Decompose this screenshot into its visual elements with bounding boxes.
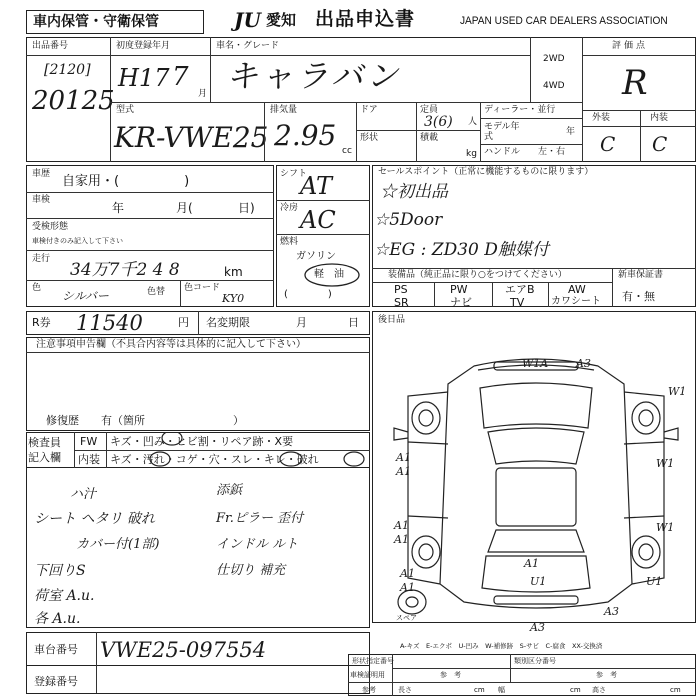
diagram-legend: A-キズ E-エクボ U-凹み W-補修跡 S-サビ C-腐食 XX-交換済 (400, 642, 603, 650)
height-unit: cm (670, 686, 681, 694)
width-unit: cm (570, 686, 581, 694)
note-right-3: インドル ルト (216, 537, 299, 552)
fuel-circle (302, 262, 362, 288)
inspection-label: 車検 (32, 195, 51, 205)
displacement-label: 排気量 (270, 105, 298, 115)
equip-aw: AW (568, 283, 586, 296)
drive-2wd: 2WD (543, 54, 565, 64)
shape-designation-label: 形状指定番号 (352, 657, 394, 665)
mileage-label: 走行 (32, 254, 51, 264)
spare-label: スペア (396, 614, 417, 622)
cert-label: 車検証明用 (350, 671, 385, 679)
note-right-2: Fr.ピラー 歪付 (216, 511, 304, 526)
exterior-value: C (600, 132, 616, 156)
chassis-label: 車台番号 (34, 643, 78, 656)
note-line-6: 各 A.u. (34, 611, 81, 627)
diagram-mark-r3: W1 (656, 521, 675, 534)
note-line-1: ハ汁 (70, 487, 97, 502)
vehicle-use-value: 自家用・( ) (62, 174, 190, 189)
inspector-interior-items: キズ・汚れ・コゲ・穴・スレ・キレ・破れ (110, 453, 319, 466)
acceptance-label: 受検形態 (32, 222, 69, 232)
note-line-5: 荷室 A.u. (34, 588, 95, 604)
diagram-mark-front-1: W1A (522, 357, 549, 370)
fuel-label: 燃料 (280, 237, 299, 247)
inspection-day: 日) (238, 201, 255, 215)
dealer-label: ディーラー・並行 (484, 105, 556, 115)
diagram-mark-l6: A1 (400, 581, 415, 594)
equip-tv: TV (510, 296, 525, 309)
diagram-mark-r1: W1 (668, 385, 687, 398)
color-label: 色 (32, 283, 42, 293)
interior-value: C (652, 132, 668, 156)
inspector-fw: FW (80, 435, 98, 448)
sales-point-3: ☆EG : ZD30 D触媒付 (374, 240, 549, 260)
rating-label: 評価点 (612, 41, 649, 51)
ju-logo: JU (234, 8, 261, 32)
exterior-label: 外装 (592, 113, 611, 123)
note-line-2: シート ヘタリ 破れ (34, 511, 155, 527)
shift-label: シフト (280, 169, 308, 179)
shift-value: AT (300, 172, 333, 200)
chassis-number: VWE25-097554 (100, 638, 267, 662)
storage-label: 車内保管・守衛保管 (33, 14, 159, 30)
aircon-label: 冷房 (280, 203, 299, 213)
ref-label-1: 参 考 (440, 671, 461, 679)
height-label: 高さ (592, 686, 606, 694)
association-name: JAPAN USED CAR DEALERS ASSOCIATION (460, 15, 668, 27)
lot-number-label: 出品番号 (32, 41, 69, 51)
diagram-mark-r4: U1 (646, 575, 663, 588)
equipment-label: 装備品（純正品に限り○をつけてください） (388, 270, 567, 280)
ref-label-2: 参 考 (596, 671, 617, 679)
length-label: 長さ (398, 686, 412, 694)
model-value: KR-VWE25 (114, 121, 269, 154)
note-right-1: 添鋲 (216, 483, 243, 498)
fuel-diesel: 軽 油 (314, 269, 344, 280)
capacity-value: 3(6) (424, 114, 453, 130)
drive-4wd: 4WD (543, 81, 565, 91)
diagram-mark-l4: A1 (394, 533, 409, 546)
later-input-label: 後日品 (378, 315, 406, 325)
color-swatch-label: 色替 (147, 287, 166, 297)
color-value: シルバー (62, 289, 109, 303)
capacity-unit: 人 (468, 117, 478, 127)
equip-sr: SR (394, 296, 409, 309)
diagram-mark-rear-1: A3 (530, 621, 545, 634)
handle-label: ハンドル (484, 147, 521, 157)
mileage-value: 34万7千2 4 8 (70, 260, 180, 280)
diagram-mark-front-2: A3 (576, 357, 591, 370)
diagram-mark-c2: U1 (530, 575, 547, 588)
doors-label: ドア (360, 105, 378, 115)
lot-number: 20125 (32, 86, 115, 116)
diagram-mark-rear-2: A3 (604, 605, 619, 618)
inspector-fw-items: キズ・凹み・ヒビ割・リペア跡・X要 (110, 435, 294, 448)
car-name-label: 車名・グレード (216, 41, 280, 51)
fuel-paren: ( ) (284, 289, 332, 300)
inspection-month: 月( (176, 201, 193, 215)
first-reg-month-unit: 月 (198, 89, 208, 99)
class-label: 類別区分番号 (514, 657, 556, 665)
inspector-label-top: 検査員 (28, 436, 61, 449)
equip-airbag: エアB (505, 283, 535, 296)
car-name-value: キャラバン (226, 57, 402, 95)
repair-history-label: 修復歴 有（箇所 ） (46, 414, 244, 427)
model-label: 型式 (116, 105, 135, 115)
load-unit: kg (466, 149, 477, 159)
diagram-mark-l2: A1 (396, 465, 411, 478)
sales-points-label: セールスポイント（正常に機能するものに限ります） (378, 167, 594, 177)
note-line-4: 下回りS (34, 563, 86, 579)
length-unit: cm (474, 686, 485, 694)
name-change-label: 名変期限 (206, 316, 250, 329)
acceptance-note: 車検付きのみ記入して下さい (32, 237, 123, 245)
interior-label: 内装 (650, 113, 669, 123)
model-year-unit: 年 (566, 127, 576, 137)
equip-ps: PS (394, 283, 408, 296)
vehicle-use-label: 車歴 (32, 169, 51, 179)
displacement-value: 2.95 (274, 119, 337, 152)
capacity-label: 定員 (420, 105, 439, 115)
inspector-interior: 内装 (78, 453, 100, 466)
recycle-fee-unit: 円 (178, 316, 189, 329)
equip-kawa-seat: カワシート (551, 296, 601, 307)
sales-point-2: ☆5Door (374, 210, 443, 230)
inspector-marks (106, 432, 370, 468)
name-change-month: 月 (296, 316, 307, 329)
handle-value: 左・右 (538, 147, 566, 157)
note-line-3: カバー付(1部) (76, 537, 160, 552)
form-title: 出品申込書 (315, 8, 416, 30)
color-code-label: 色コード (184, 283, 221, 293)
diagram-mark-r2: W1 (656, 457, 675, 470)
load-label: 積載 (420, 133, 439, 143)
rating-value: R (622, 63, 648, 103)
storage-box (26, 10, 204, 34)
diagram-mark-l3: A1 (394, 519, 409, 532)
recycle-fee-value: 11540 (76, 311, 143, 335)
equip-navi: ナビ (450, 296, 472, 309)
ref-label-3: 参考 (362, 686, 376, 694)
diagram-mark-l1: A1 (396, 451, 411, 464)
model-year-label: モデル年式 (484, 122, 520, 142)
warranty-value: 有・無 (622, 290, 655, 303)
mileage-unit: km (224, 265, 243, 279)
notes-label: 注意事項申告欄（不具合内容等は具体的に記入して下さい） (36, 339, 306, 350)
note-right-4: 仕切り 補充 (216, 563, 286, 578)
width-label: 幅 (498, 686, 505, 694)
inspection-year: 年 (112, 201, 125, 215)
displacement-unit: cc (342, 146, 352, 156)
lot-sub-number: [2120] (44, 62, 91, 78)
first-reg-year: H17 (118, 64, 170, 92)
recycle-fee-label: R券 (32, 316, 51, 329)
sales-point-1: ☆初出品 (380, 182, 448, 202)
diagram-mark-c1: A1 (524, 557, 539, 570)
name-change-day: 日 (348, 316, 359, 329)
inspector-label-bottom: 記入欄 (28, 451, 61, 464)
first-reg-label: 初度登録年月 (116, 41, 171, 51)
color-code-value: KY0 (222, 292, 245, 305)
fuel-gasoline: ガソリン (296, 251, 336, 262)
aircon-value: AC (300, 206, 336, 234)
first-reg-month: 7 (172, 62, 189, 92)
diagram-mark-l5: A1 (400, 567, 415, 580)
shape-label: 形状 (360, 133, 379, 143)
warranty-label: 新車保証書 (618, 270, 664, 280)
org-name: 愛知 (266, 11, 297, 29)
equip-pw: PW (450, 283, 468, 296)
plate-label: 登録番号 (34, 675, 78, 688)
